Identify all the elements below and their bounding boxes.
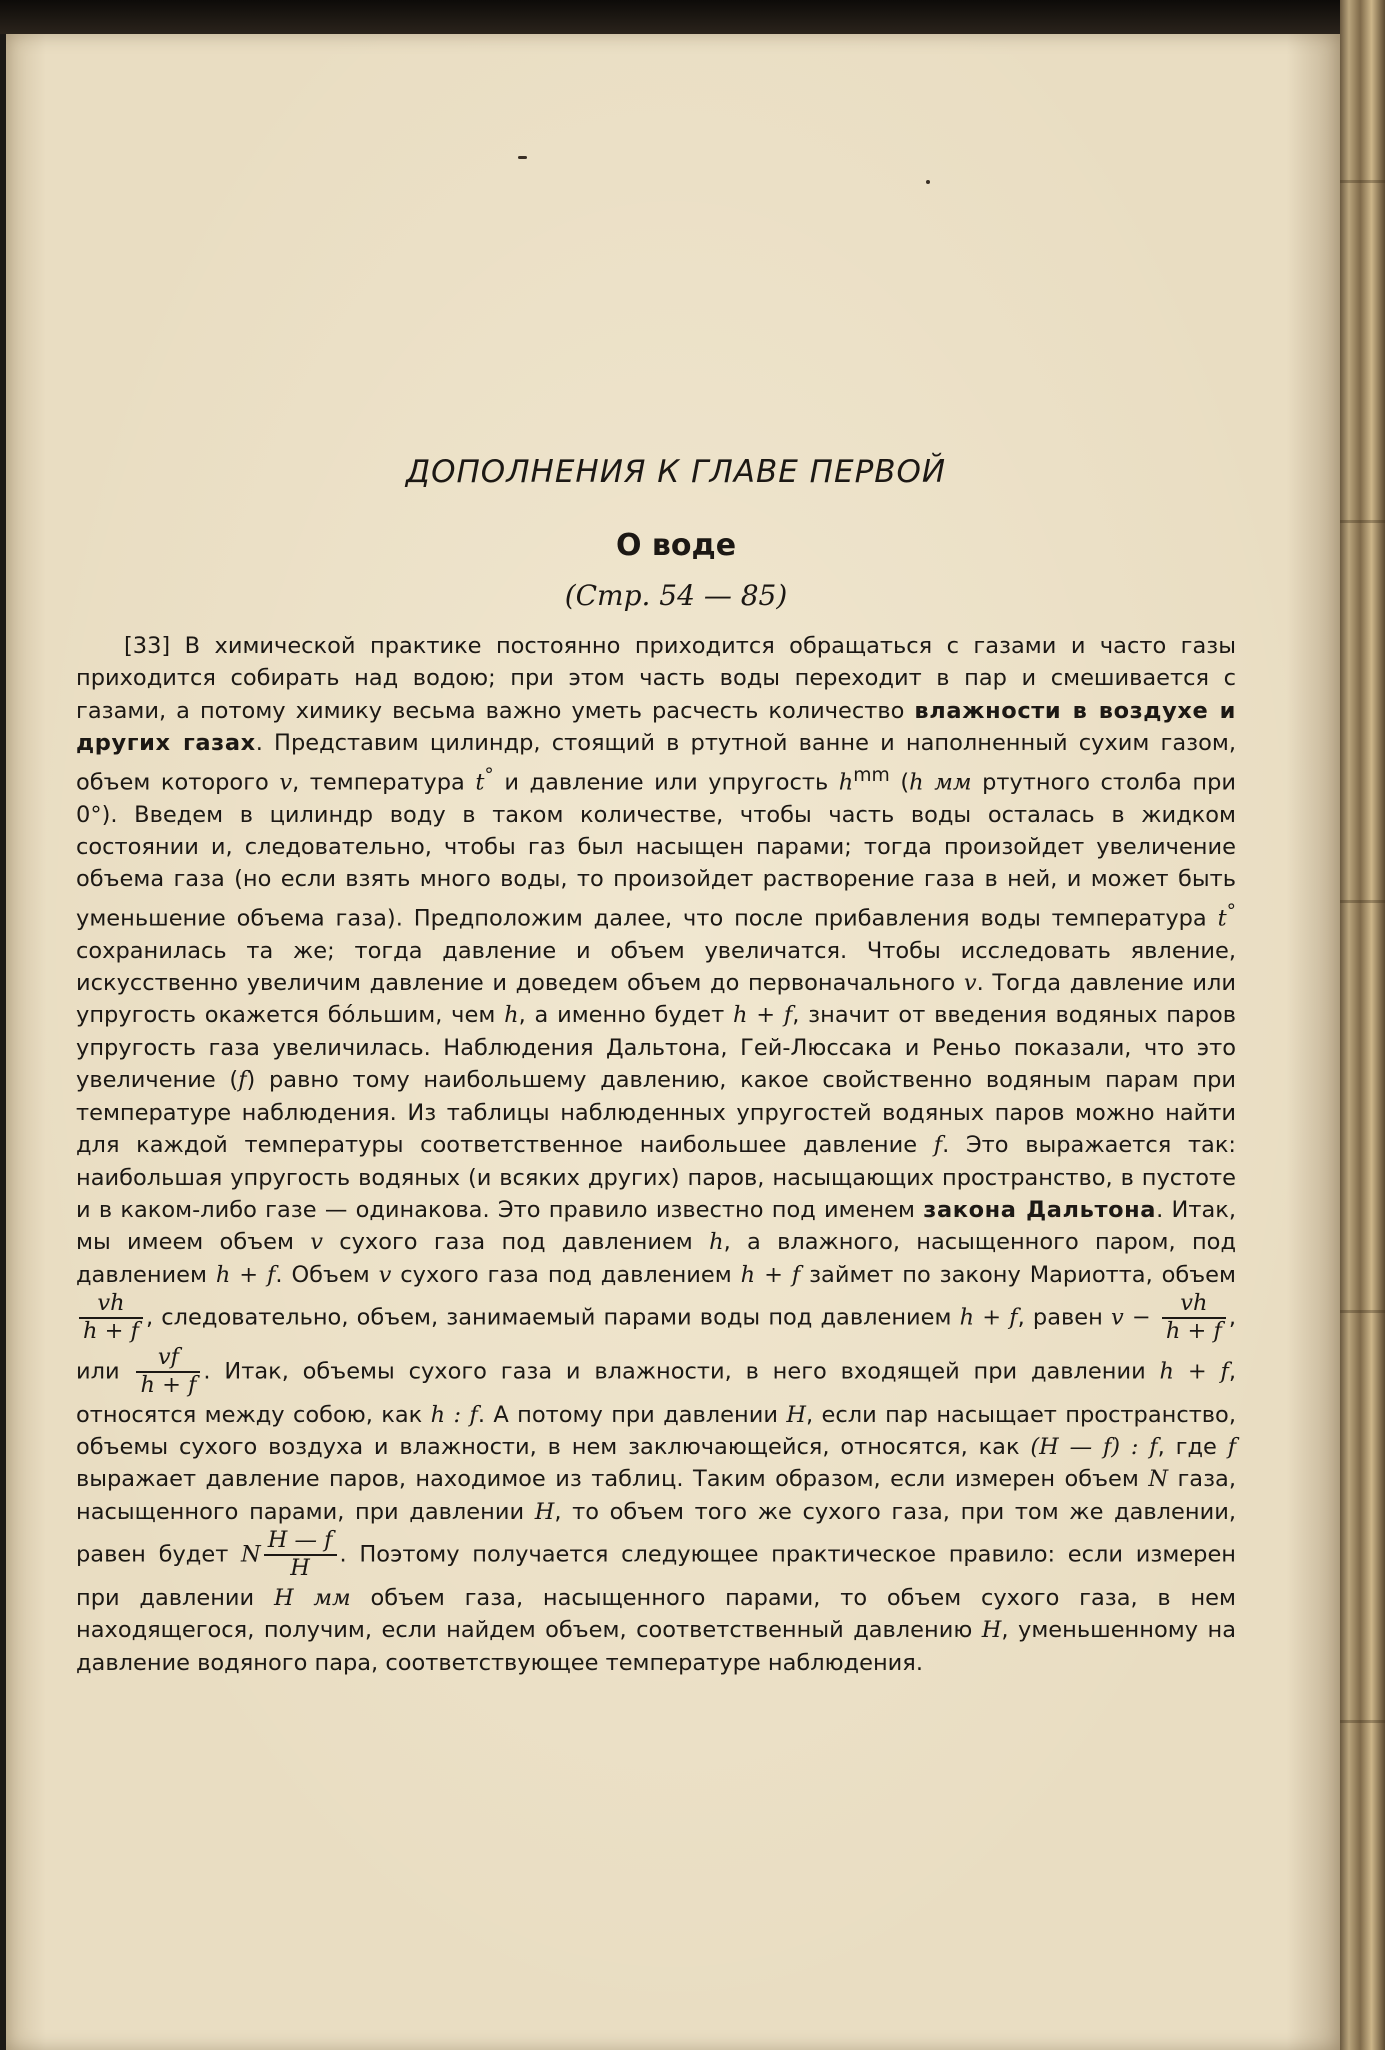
- text-run: объем газа, насыщенного парами, то объем сухого газа, в нем находящегося, получим, если найдем объем, соответственный давлению: [76, 1585, 1236, 1644]
- fraction-denominator: H: [290, 1555, 310, 1582]
- math-symbol: H: [981, 1617, 1002, 1644]
- text-run: , а влажного, насыщенного паром, под давлением: [76, 1229, 1236, 1288]
- math-symbol: H мм: [273, 1585, 351, 1611]
- fraction: [79, 1291, 143, 1345]
- text-run: . Это выражается так: наибольшая упругость водяных (и всяких других) паров, насыщающих пространство, в пустоте и в каком-либо газе — одинакова. Это правило известно под именем: [76, 1132, 1237, 1223]
- text-run: . Итак, объемы сухого газа и влажности, в него входящей при давлении: [203, 1358, 1160, 1385]
- math-symbol: v: [1110, 1304, 1124, 1331]
- math-expression: h + f: [215, 1261, 276, 1288]
- bold-term: влажности в воздухе и других газах: [76, 697, 1236, 757]
- text-run: ) равно тому наибольшему давлению, какое свойственно водяным парам при температуре наблюдения. Из таблицы наблюденных упругостей водяных паров можно найти для каждой температуры соответственное наибольшее давление: [76, 1067, 1236, 1159]
- math-symbol: v: [310, 1229, 323, 1256]
- math-symbol: t: [475, 769, 485, 796]
- text-run: ртутного столба при 0°). Введем в цилиндр воду в таком количестве, чтобы часть воды осталась в жидком состоянии и, следовательно, чтобы газ был насыщен парами; тогда произойдет увеличение объема газа (но если взять много воды, то произойдет растворение газа в ней, и может быть уменьшение объема газа). Предположим далее, что после прибавления воды температура: [76, 769, 1236, 932]
- degree-superscript: °: [484, 764, 494, 786]
- text-run: , равен: [1017, 1304, 1111, 1331]
- fraction-denominator: h + f: [83, 1318, 139, 1344]
- text-run: (: [889, 769, 910, 796]
- fraction-numerator: vh: [1162, 1291, 1226, 1319]
- text-run: , где: [1157, 1434, 1228, 1461]
- top-dark-border: [0, 0, 1385, 34]
- text-run: , значит от введения водяных паров упругость газа увеличилась. Наблюдения Дальтона, Гей-Люссака и Реньо показали, что это увеличение (: [76, 1002, 1237, 1094]
- math-symbol: H: [786, 1401, 807, 1428]
- fraction: [264, 1528, 337, 1582]
- text-run: , относятся между собою, как: [76, 1358, 1236, 1428]
- text-run: . А потому при давлении: [477, 1401, 787, 1428]
- text-run: сухого газа под давлением: [322, 1229, 710, 1256]
- text-run: . Тогда давление или упругость окажется бо́льшим, чем: [76, 970, 1236, 1029]
- text-run: , то объем того же сухого газа, при том же давлении, равен будет: [76, 1498, 1236, 1568]
- fraction-denominator: h + f: [1165, 1318, 1222, 1344]
- text-run: . Представим цилиндр, стоящий в ртутной ванне и наполненный сухим газом, объем которого: [76, 730, 1236, 796]
- math-symbol: h мм: [909, 769, 972, 796]
- body-paragraph: [76, 630, 1236, 1679]
- math-symbol: v: [963, 970, 977, 997]
- degree-superscript: °: [1226, 900, 1236, 922]
- math-symbol: N: [1148, 1466, 1169, 1493]
- text-run: , следовательно, объем, занимаемый парами воды под давлением: [145, 1304, 960, 1331]
- math-expression: h + f: [732, 1002, 793, 1029]
- text-run: , если пар насыщает пространство, объемы сухого воздуха и влажности, в нем заключающейся, относятся, как: [76, 1401, 1236, 1461]
- fraction: [1162, 1291, 1226, 1345]
- section-title: О воде: [615, 528, 737, 563]
- book-page-edges: [1340, 0, 1385, 2050]
- math-symbol: v: [279, 769, 293, 796]
- section-heading: ДОПОЛНЕНИЯ К ГЛАВЕ ПЕРВОЙ: [405, 454, 947, 490]
- math-symbol: h: [709, 1229, 724, 1256]
- text-run: . Итак, мы имеем объем: [76, 1196, 1236, 1256]
- math-symbol: f: [238, 1067, 247, 1094]
- fraction-denominator: h + f: [140, 1371, 197, 1398]
- math-symbol: t: [1217, 905, 1227, 932]
- minus-sign: −: [1123, 1304, 1159, 1331]
- math-expression: h + f: [740, 1261, 801, 1288]
- math-symbol: v: [378, 1261, 392, 1288]
- ink-speck: [518, 156, 527, 159]
- bold-term: закона Дальтона: [923, 1196, 1157, 1223]
- text-run: . Объем: [275, 1261, 379, 1288]
- math-symbol: f: [1227, 1434, 1237, 1461]
- text-run: сохранилась та же; тогда давление и объем увеличатся. Чтобы исследовать явление, искусственно увеличим давление и доведем объем до первоначального: [76, 937, 1236, 997]
- ink-speck: [926, 180, 930, 184]
- fraction-numerator: H — f: [264, 1528, 337, 1556]
- math-symbol: h: [504, 1002, 519, 1029]
- text-run: , или: [76, 1304, 1236, 1385]
- page-content: [76, 434, 1236, 1679]
- text-run: , температура: [292, 769, 476, 796]
- math-symbol: f: [933, 1132, 943, 1159]
- math-symbol: N: [241, 1541, 261, 1568]
- math-symbol: h: [838, 769, 854, 796]
- fraction-numerator: vh: [79, 1291, 143, 1319]
- math-expression: h : f: [430, 1401, 478, 1428]
- math-expression: (H — f) : f: [1030, 1434, 1158, 1461]
- text-run: сухого газа под давлением: [391, 1261, 741, 1288]
- text-run: газа, насыщенного парами, при давлении: [76, 1466, 1236, 1525]
- text-run: и давление или упругость: [493, 769, 839, 796]
- math-expression: h + f: [1159, 1358, 1229, 1385]
- text-run: , уменьшенному на давление водяного пара, соответствующее температуре наблюдения.: [76, 1617, 1236, 1676]
- math-expression: h + f: [959, 1304, 1018, 1331]
- book-page: [6, 34, 1340, 2050]
- text-run: [33] В химической практике постоянно приходится обращаться с газами и часто газы приходится собирать над водою; при этом часть воды переходит в пар и смешивается с газами, а потому химику весьма важно уметь расчесть количество: [76, 633, 1236, 724]
- fraction-numerator: vf: [136, 1345, 200, 1373]
- fraction: [136, 1345, 200, 1399]
- math-symbol: H: [534, 1498, 555, 1525]
- unit-superscript: mm: [853, 764, 890, 786]
- text-run: . Поэтому получается следующее практическое правило: если измерен при давлении: [76, 1541, 1236, 1611]
- text-run: , а именно будет: [518, 1002, 733, 1029]
- text-run: выражает давление паров, находимое из таблиц. Таким образом, если измерен объем: [76, 1466, 1149, 1493]
- text-run: займет по закону Мариотта, объем: [800, 1261, 1236, 1288]
- page-reference: (Стр. 54 — 85): [564, 579, 788, 612]
